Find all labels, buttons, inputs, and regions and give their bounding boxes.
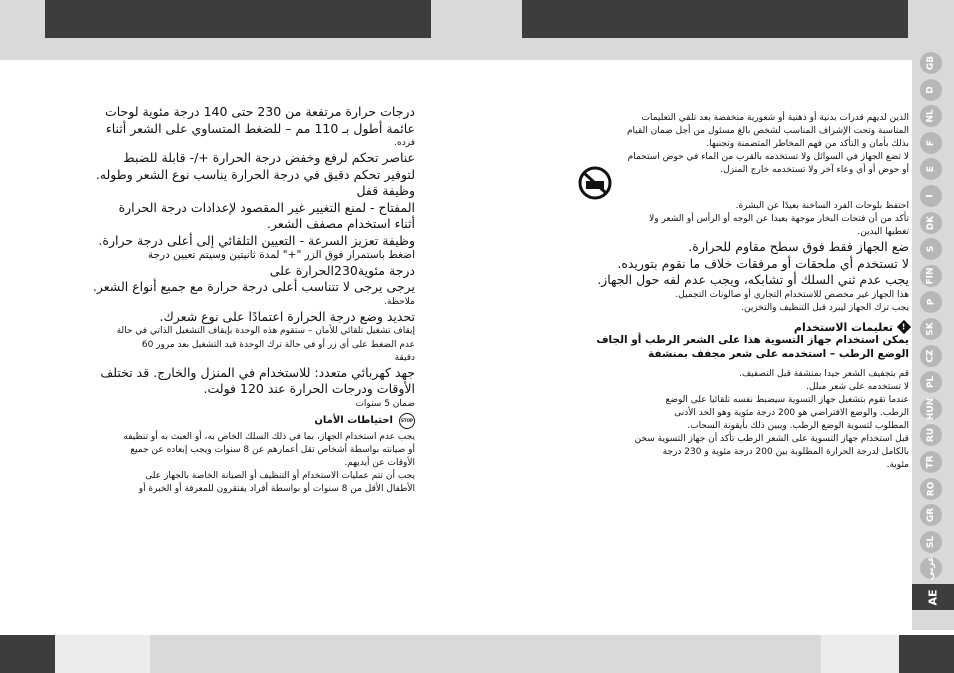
language-tab-e[interactable] (920, 158, 942, 180)
bold-line: الوضع الرطب – استخدمه على شعر مجفف بمنشفة (648, 347, 909, 360)
usage-heading (577, 321, 909, 334)
language-tab-label: F (926, 139, 936, 146)
language-tab-label: S (925, 245, 936, 253)
text-line: درجة مئوية230الحرارة على (269, 262, 415, 278)
header-bar (522, 0, 908, 38)
text-line: درجات حرارة مرتفعة من 230 حتى 140 درجة مئوية لوحات (104, 104, 415, 119)
warning-line: الأطفال الأقل من 8 سنوات أو بواسطة أفراد يفتقرون للمعرفة أو الخبرة أو (138, 483, 415, 494)
safety-title: احتياطات الأمان (314, 415, 393, 427)
text-line: يجب ترك الجهاز ليبرد قبل التنظيف والتخزين. (741, 302, 909, 313)
text-line: يجب عدم ثني السلك أو تشابكه، ويجب عدم لفه حول الجهاز. (597, 272, 909, 288)
language-tab-p[interactable] (920, 291, 942, 313)
warning-line: يجب عدم استخدام الجهاز، بما في ذلك السلك الخاص به، أو العبث به أو تنظيفه (123, 431, 415, 442)
text-line: إيقاف تشغيل تلقائي للأمان – ستقوم هذه الوحدة بإيقاف التشغيل الذاتي في حالة (116, 326, 415, 337)
language-tab-label: RU (926, 428, 936, 443)
language-tabs (912, 50, 954, 630)
text-line: جهد كهربائي متعدد: للاستخدام في المنزل والخارج. قد تختلف (100, 364, 415, 380)
language-tab-label: NL (926, 109, 936, 123)
header-bar (45, 0, 431, 38)
language-tab-nl[interactable] (920, 105, 942, 127)
text-line: الأوقات ودرجات الحرارة عند 120 فولت. (203, 381, 415, 397)
no-bathtub-icon (577, 166, 613, 200)
text-line: عناصر تحكم لرفع وخفض درجة الحرارة +/- قابلة للضبط (123, 150, 415, 166)
language-tab-label: D (925, 85, 936, 94)
language-tab-label: AE (926, 588, 940, 606)
footer-dark-box (0, 635, 55, 673)
warning-line: أو صيانته بواسطة أشخاص تقل أعمارهم عن 8 سنوات ويجب إبعاده عن جميع (130, 444, 415, 455)
language-tab-sl[interactable] (920, 531, 942, 553)
text-line: ضمان 5 سنوات (355, 398, 415, 409)
text-line: لا تستخدم أي ملحقات أو مرفقات خلاف ما نقوم بتوريده. (617, 255, 909, 271)
text-line: تأكد من أن فتحات البخار موجهة بعيدا عن الوجه أو الرأس أو الشعر ولا (649, 214, 909, 225)
language-tab-cz[interactable] (920, 345, 942, 367)
language-tab-label: SK (926, 322, 936, 336)
language-tab-s[interactable] (920, 238, 942, 260)
stop-icon: STOP (399, 413, 415, 429)
text-line: بذلك بأمان و التأكد من فهم المخاطر المتضمنة وتجنبها. (706, 139, 909, 150)
language-tab-label: GR (925, 508, 936, 523)
text-line: اضغط باستمرار فوق الزر "+" لمدة ثانيتين وسيتم تعيين درجة (147, 249, 415, 262)
text-line: بالكامل لدرجة الحرارة المطلوبة بين 200 درجة مئوية و 230 درجة (662, 446, 909, 457)
text-line: عدم الضغط على أي زر أو في حالة ترك الوحدة قيد التشغيل بعد مرور 60 (141, 339, 415, 350)
footer-dark-box (899, 635, 954, 673)
language-tab-tr[interactable] (920, 451, 942, 473)
text-line: دقيقة (394, 352, 415, 363)
language-tab-f[interactable] (920, 132, 942, 154)
right-text-block (577, 112, 909, 472)
language-tab-label: E (926, 166, 936, 173)
warning-line: يجب أن تتم عمليات الاستخدام أو التنظيف أو الصيانة الخاصة بالجهاز على (145, 470, 415, 481)
text-line: ملاحظة. (384, 296, 415, 307)
right-page (477, 0, 954, 673)
warning-icon: ! (897, 320, 911, 334)
language-tab-label: DK (925, 215, 936, 230)
language-tab-label: SL (926, 535, 936, 548)
text-line: مئوية. (886, 459, 909, 470)
language-tab-label: RO (926, 481, 936, 496)
language-tab-pl[interactable] (920, 371, 942, 393)
language-tab-sk[interactable] (920, 318, 942, 340)
language-tab-gb[interactable] (920, 52, 942, 74)
text-line: الرطب. والوضع الافتراضي هو 200 درجة مئوية وهو الحد الأدنى (674, 407, 909, 418)
language-tab-label: GB (926, 55, 936, 71)
text-line: عندما تقوم بتشغيل جهاز التسوية سيضبط نفسه تلقائيا على الوضع (665, 394, 909, 405)
footer-light-box (55, 635, 150, 673)
language-tab-ro[interactable] (920, 478, 942, 500)
text-line: هذا الجهاز غير مخصص للاستخدام التجاري أو صالونات التجميل. (675, 289, 909, 300)
text-line: أثناء استخدام مصفف الشعر. (266, 216, 415, 232)
bold-line: يمكن استخدام جهاز التسوية هذا على الشعر الرطب أو الجاف (596, 333, 909, 346)
language-tab-hun[interactable] (920, 398, 942, 420)
text-line: تحديد وضع درجة الحرارة اعتمادًا على نوع شعرك. (159, 308, 415, 324)
text-line: لا تضع الجهاز في السوائل ولا تستخدمه بالقرب من الماء في حوض استحمام (627, 152, 909, 163)
language-tab-label: P (925, 299, 936, 306)
language-tab-fin[interactable] (920, 265, 942, 287)
text-line: ضع الجهاز فقط فوق سطح مقاوم للحرارة. (688, 239, 909, 255)
text-line: لتوفير تحكم دقيق في درجة الحرارة يناسب نوع الشعر وطوله. (95, 166, 415, 182)
language-tab-arabic[interactable] (920, 557, 942, 579)
language-tab-label: FIN (926, 267, 936, 285)
text-line: يرجى يرجى لا تتناسب أعلى درجة حرارة مع جميع أنواع الشعر. (92, 279, 415, 295)
bath-line-text: أو حوض أو أي وعاء آخر ولا تستخدمه خارج المنزل. (720, 165, 909, 176)
text-line: المفتاح - لمنع التغيير غير المقصود لإعدادات درجة الحرارة (118, 199, 415, 215)
text-line: وظيفة تعزيز السرعة - التعيين التلقائي إلى أعلى درجة حرارة. (98, 232, 415, 248)
text-line: فرده. (394, 138, 415, 148)
text-line: عائمة أطول بـ 110 مم – للضغط المتساوي على الشعر أثناء (105, 120, 415, 136)
language-tab-label: عربي (926, 556, 937, 581)
usage-title: تعليمات الاستخدام (793, 320, 893, 334)
language-tab-label: TR (925, 455, 936, 469)
language-tab-label: CZ (925, 349, 936, 363)
text-line: المطلوب لتسوية الوضع الرطب. ويبين ذلك بأيقونة السحاب. (687, 420, 909, 431)
footer-light-box (821, 635, 899, 673)
language-tab-ru[interactable] (920, 424, 942, 446)
language-tab-dk[interactable] (920, 212, 942, 234)
language-tab-gr[interactable] (920, 504, 942, 526)
language-tab-label: I (925, 194, 936, 198)
language-tab-i[interactable] (920, 185, 942, 207)
language-tab-label: PL (926, 376, 936, 389)
text-line: قم بتجفيف الشعر جيدا بمنشفة قبل التصفيف. (738, 368, 909, 379)
text-line: تغطيها اليدين. (857, 227, 909, 238)
text-line: لا تستخدمه على شعر مبلل. (806, 381, 909, 392)
safety-heading (85, 413, 415, 429)
bath-line (577, 164, 909, 177)
text-line: الذين لديهم قدرات بدنية أو ذهنية أو شعورية منخفضة بعد تلقي التعليمات (641, 113, 909, 123)
text-line: قبل استخدام جهاز التسوية على الشعر الرطب تأكد أن جهاز التسوية سخن (634, 433, 909, 444)
warning-line: الأوقات عن أيديهم. (344, 457, 415, 468)
language-tab-label: HUN (926, 397, 936, 420)
text-line: وظيفة قفل (356, 183, 415, 199)
text-line: المناسبة وتحت الإشراف المناسب لشخص بالغ مسئول من أجل ضمان القيام (626, 126, 909, 137)
language-tab-ae[interactable] (912, 584, 954, 610)
text-line: احتفظ بلوحات الفرد الساخنة بعيدًا عن البشرة. (735, 201, 909, 212)
language-tab-d[interactable] (920, 79, 942, 101)
left-text-block (85, 104, 415, 496)
